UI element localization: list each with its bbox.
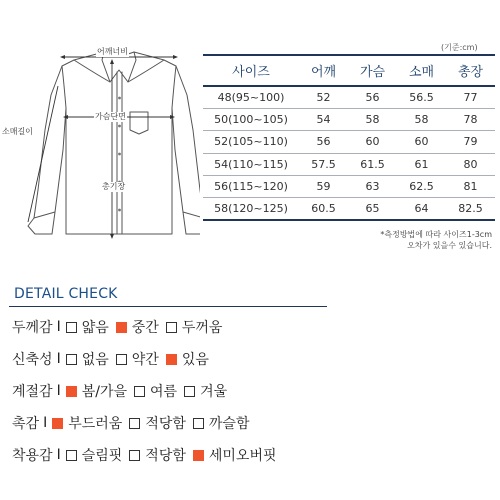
option-winter (184, 381, 227, 401)
chest-cell: 58 (348, 108, 397, 130)
option-semi-over-fit (193, 445, 277, 465)
option-medium (116, 317, 159, 337)
length-cell: 78 (446, 108, 495, 130)
sleeve-cell: 56.5 (397, 86, 446, 108)
checkbox (134, 386, 145, 397)
table-row (203, 153, 495, 175)
footnote-line-2: 오차가 있을수 있습니다. (407, 241, 492, 250)
size-cell: 58(120~125) (203, 198, 299, 220)
checkbox (166, 322, 177, 333)
header-shoulder: 어깨 (299, 55, 348, 86)
option-summer (134, 381, 177, 401)
option-label: 적당함 (145, 416, 186, 432)
size-cell: 54(110~115) (203, 153, 299, 175)
option-label: 두꺼움 (181, 320, 223, 336)
length-cell: 81 (446, 176, 495, 198)
shoulder-cell: 60.5 (299, 198, 348, 220)
shirt-sketch (0, 0, 200, 250)
size-cell: 52(105~110) (203, 131, 299, 153)
table-row (203, 131, 495, 153)
header-sleeve: 소매 (397, 55, 446, 86)
checkbox-checked (166, 354, 177, 365)
detail-row-label: 촉감 (12, 416, 40, 432)
separator: I (56, 351, 61, 367)
separator: I (56, 319, 61, 335)
option-label: 적당함 (145, 448, 186, 464)
detail-row-label: 신축성 (12, 352, 53, 368)
detail-row-stretch (12, 350, 216, 368)
chest-cell: 63 (348, 176, 397, 198)
size-table-header-row (203, 55, 495, 86)
option-label: 부드러움 (68, 416, 123, 432)
option-moderate (129, 413, 186, 433)
option-spring-fall (66, 381, 127, 401)
checkbox (66, 450, 77, 461)
sleeve-cell: 62.5 (397, 176, 446, 198)
option-label: 봄/가을 (81, 384, 128, 400)
table-row (203, 86, 495, 108)
checkbox-checked (52, 418, 63, 429)
checkbox (66, 354, 77, 365)
checkbox (193, 418, 204, 429)
shoulder-cell: 59 (299, 176, 348, 198)
size-cell: 50(100~105) (203, 108, 299, 130)
shoulder-cell: 52 (299, 86, 348, 108)
shoulder-cell: 56 (299, 131, 348, 153)
chest-cell: 56 (348, 86, 397, 108)
checkbox (184, 386, 195, 397)
option-label: 여름 (150, 384, 178, 400)
checkbox (129, 418, 140, 429)
shoulder-width-label: 어깨너비 (97, 47, 128, 56)
detail-row-label: 두께감 (12, 320, 53, 336)
table-row (203, 176, 495, 198)
option-label: 슬림핏 (81, 448, 123, 464)
size-cell: 56(115~120) (203, 176, 299, 198)
option-label: 겨울 (200, 384, 228, 400)
size-table (203, 54, 495, 221)
total-length-label: 총기장 (102, 182, 126, 191)
sleeve-length-label: 소매길이 (2, 127, 33, 136)
detail-row-thickness (12, 318, 229, 336)
length-cell: 77 (446, 86, 495, 108)
option-thick (166, 317, 223, 337)
length-cell: 82.5 (446, 198, 495, 220)
option-none (66, 349, 109, 369)
option-label: 얇음 (81, 320, 109, 336)
checkbox (129, 450, 140, 461)
table-row (203, 198, 495, 220)
shoulder-cell: 57.5 (299, 153, 348, 175)
detail-row-texture (12, 414, 256, 432)
option-label: 없음 (81, 352, 109, 368)
option-yes (166, 349, 209, 369)
header-size: 사이즈 (203, 55, 299, 86)
measurement-footnote (380, 229, 492, 251)
option-slim-fit (66, 445, 123, 465)
checkbox-checked (193, 450, 204, 461)
separator: I (56, 383, 61, 399)
footnote-line-1: *측정방법에 따라 사이즈1-3cm (380, 230, 492, 239)
detail-row-fit (12, 446, 284, 464)
shirt-outline-illustration (0, 0, 200, 250)
option-label: 세미오버핏 (208, 448, 277, 464)
chest-cell: 61.5 (348, 153, 397, 175)
table-row (203, 108, 495, 130)
option-thin (66, 317, 109, 337)
option-regular-fit (129, 445, 186, 465)
detail-divider (9, 306, 327, 307)
checkbox (66, 322, 77, 333)
header-chest: 가슴 (348, 55, 397, 86)
detail-check-title: DETAIL CHECK (14, 286, 118, 302)
detail-row-label: 착용감 (12, 448, 53, 464)
size-cell: 48(95~100) (203, 86, 299, 108)
checkbox (116, 354, 127, 365)
option-label: 약간 (131, 352, 159, 368)
sleeve-cell: 64 (397, 198, 446, 220)
option-slight (116, 349, 159, 369)
chest-cell: 60 (348, 131, 397, 153)
checkbox-checked (66, 386, 77, 397)
length-cell: 80 (446, 153, 495, 175)
chest-width-label: 가슴단면 (95, 112, 126, 121)
checkbox-checked (116, 322, 127, 333)
unit-note: (기준:cm) (441, 43, 478, 52)
option-label: 있음 (181, 352, 209, 368)
detail-row-label: 계절감 (12, 384, 53, 400)
shoulder-cell: 54 (299, 108, 348, 130)
header-length: 총장 (446, 55, 495, 86)
option-label: 중간 (131, 320, 159, 336)
separator: I (56, 447, 61, 463)
option-soft (52, 413, 122, 433)
separator: I (43, 415, 48, 431)
sleeve-cell: 61 (397, 153, 446, 175)
option-rough (193, 413, 250, 433)
detail-row-season (12, 382, 234, 400)
length-cell: 79 (446, 131, 495, 153)
sleeve-cell: 60 (397, 131, 446, 153)
option-label: 까슬함 (208, 416, 250, 432)
chest-cell: 65 (348, 198, 397, 220)
sleeve-cell: 58 (397, 108, 446, 130)
